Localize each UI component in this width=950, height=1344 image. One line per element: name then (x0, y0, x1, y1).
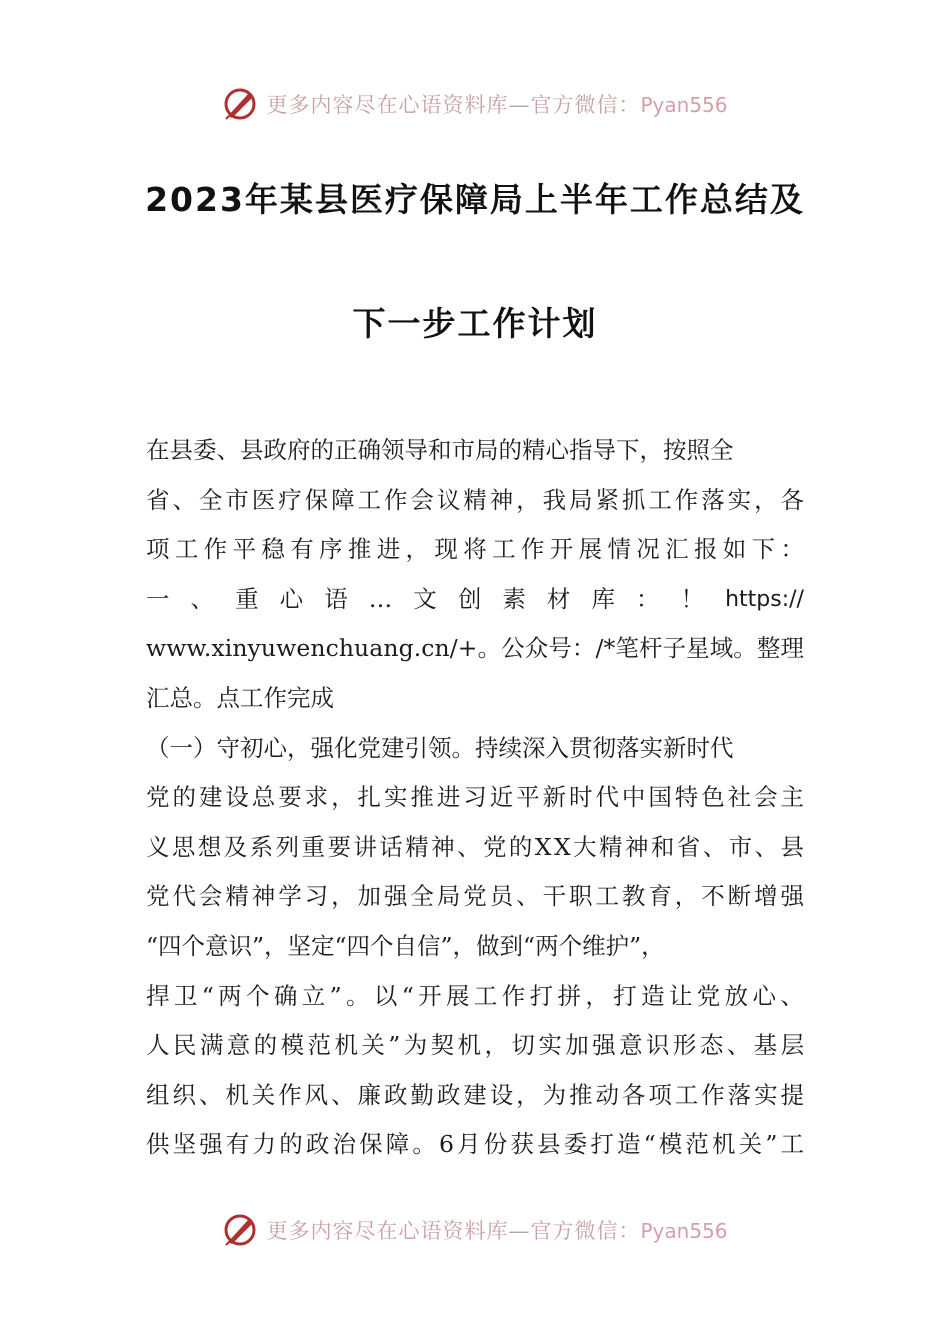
body-line-spread (146, 575, 804, 625)
banner-text: 更多内容尽在心语资料库—官方微信：Pyan556 (266, 93, 728, 117)
body-line: 在县委、县政府的正确领导和市局的精心指导下，按照全 (146, 436, 734, 464)
spread-char: ！ (680, 584, 705, 613)
body-line: 义思想及系列重要讲话精神、党的XX大精神和省、市、县 (146, 832, 807, 861)
spread-char: 创 (457, 584, 482, 613)
body-line: www.xinyuwenchuang.cn/+。公众号：/*笔杆子星域。整理 (146, 634, 805, 663)
pen-circle-logo-icon (222, 1212, 258, 1248)
body-line: “四个意识”，坚定“四个自信”，做到“两个维护”， (146, 931, 665, 960)
spread-char: 材 (546, 584, 571, 613)
spread-char: 一 (146, 584, 170, 613)
document-title-line-2: 下一步工作计划 (352, 304, 598, 343)
body-line: 项工作平稳有序推进，现将工作开展情况汇报如下： (146, 535, 810, 564)
document-body (146, 426, 810, 1170)
body-line: 供坚强有力的政治保障。6月份获县委打造“模范机关”工 (146, 1130, 808, 1159)
body-line: 党代会精神学习，加强全局党员、干职工教育，不断增强 (146, 882, 807, 911)
section-heading-line: （一）守初心，强化党建引领。持续深入贯彻落实新时代 (146, 733, 734, 762)
spread-char: 心 (279, 584, 304, 613)
wechat-id: Pyan556 (640, 93, 728, 117)
spread-char: 重 (235, 584, 259, 613)
spread-char: 文 (413, 584, 437, 613)
banner-text: 更多内容尽在心语资料库—官方微信：Pyan556 (266, 1219, 728, 1243)
spread-char: 语 (324, 584, 348, 613)
pen-circle-logo-icon (222, 86, 258, 122)
body-line: 捍卫“两个确立”。以“开展工作打拼，打造让党放心、 (146, 981, 809, 1010)
header-watermark-banner (0, 84, 950, 124)
document-title-line-1: 2023年某县医疗保障局上半年工作总结及 (145, 180, 805, 219)
url-fragment: https:// (725, 586, 804, 612)
body-line: 汇总。点工作完成 (146, 683, 334, 712)
wechat-id: Pyan556 (640, 1219, 728, 1243)
body-line: 省、全市医疗保障工作会议精神，我局紧抓工作落实，各 (146, 485, 807, 514)
spread-char: ： (636, 584, 660, 613)
footer-watermark-banner (0, 1210, 950, 1250)
body-line: 人民满意的模范机关”为契机，切实加强意识形态、基层 (146, 1031, 808, 1060)
spread-char: 素 (502, 584, 526, 613)
body-line: 组织、机关作风、廉政勤政建设，为推动各项工作落实提 (146, 1080, 807, 1109)
spread-char: … (368, 584, 393, 613)
spread-char: 、 (190, 584, 215, 613)
body-line: 党的建设总要求，扎实推进习近平新时代中国特色社会主 (146, 783, 807, 812)
spread-char: 库 (591, 584, 615, 613)
